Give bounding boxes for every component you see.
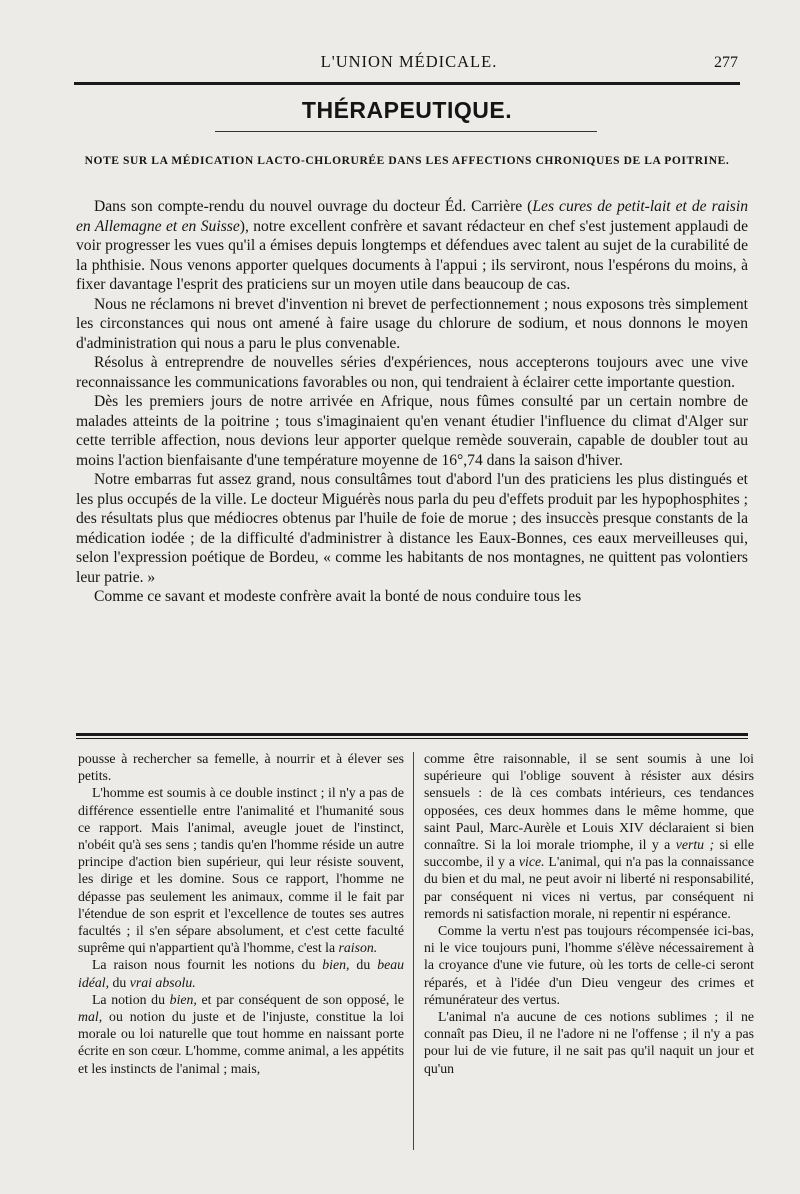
- text-run: Dans son compte-rendu du nouvel ouvrage du docteur Éd. Carrière (: [94, 198, 533, 215]
- feuilleton-paragraph: pousse à rechercher sa femelle, à nourrir et à élever ses petits.: [78, 751, 404, 784]
- italic-term: bien,: [169, 991, 197, 1007]
- italic-term: vrai absolu.: [129, 974, 196, 990]
- text-run: comme être raisonnable, il se sent soumis à une loi supérieure qui l'oblige souvent à résister aux désirs sensuels : de là ces combats intérieurs, ces tendances opposées, ces deux hommes dans le même homme, que saint Paul, Marc-Aurèle et Louis XIV déclaraient si bien connaître. Si la loi morale triomphe, il y a: [424, 751, 754, 853]
- article-paragraph-5: Notre embarras fut assez grand, nous consultâmes tout d'abord l'un des praticiens les plus distingués et les plus occupés de la ville. Le docteur Miguérès nous parla du peu d'effets produit par les hypophosphites ; des résultats plus que médiocres obtenus par l'huile de foie de morue ; des insuccès presque constants de la médication iodée ; de la difficulté d'administrer à distance les Eaux-Bonnes, ces eaux merveilleuses qui, selon l'expression poétique de Bordeu, « comme les habitants de nos montagnes, ne quittent pas volontiers leur patrie. »: [76, 471, 748, 586]
- header-rule: [74, 82, 740, 85]
- feuilleton-rule-thin: [76, 738, 748, 739]
- column-divider: [413, 752, 414, 1150]
- text-run: du: [109, 974, 130, 990]
- article-paragraph-2: Nous ne réclamons ni brevet d'invention ni brevet de perfectionnement ; nous exposons très simplement les circonstances qui nous ont amené à faire usage du chlorure de sodium, et nous donnons le moyen d'administration qui nous a paru le plus convenable.: [76, 295, 748, 352]
- text-run: La notion du: [92, 991, 170, 1007]
- feuilleton-paragraph: [78, 991, 404, 1077]
- text-run: du: [349, 957, 378, 973]
- italic-term: mal,: [78, 1009, 103, 1025]
- article-paragraph-3: Résolus à entreprendre de nouvelles séries d'expériences, nous accepterons toujours avec une vive reconnaissance les communications favorables ou non, qui tendraient à éclairer cette importante question.: [76, 354, 748, 391]
- italic-term: vice.: [518, 854, 545, 870]
- italic-term: vertu ;: [675, 837, 715, 853]
- book-title-italic: Les cures de petit-lait et de raisin en Allemagne et en Suisse: [76, 198, 748, 235]
- article-body: [76, 197, 748, 607]
- text-run: si elle succombe, il y a: [424, 837, 755, 870]
- page-header: [78, 52, 740, 76]
- italic-term: beau idéal,: [78, 957, 405, 990]
- article-title: NOTE SUR LA MÉDICATION LACTO-CHLORURÉE DANS LES AFFECTIONS CHRONIQUES DE LA POITRINE.: [84, 155, 730, 167]
- text-run: L'animal, qui n'a pas la connaissance du bien et du mal, ne peut avoir ni liberté ni responsabilité, par conséquent ni vices ni vertus, par conséquent ni remords ni satisfaction morale, ni repentir ni espérance.: [424, 854, 755, 921]
- running-title: L'UNION MÉDICALE.: [320, 52, 498, 71]
- page-number: 277: [714, 54, 738, 71]
- article-paragraph-6: Comme ce savant et modeste confrère avait la bonté de nous conduire tous les: [94, 588, 582, 605]
- article-paragraph-4: Dès les premiers jours de notre arrivée en Afrique, nous fûmes consulté par un certain nombre de malades atteints de la poitrine ; tous s'imaginaient qu'en venant étudier l'influence du climat d'Alger sur cette terrible affection, nous devions leur apporter quelque remède souverain, capable de doubler tout au moins l'action bienfaisante d'une température moyenne de 16°,74 dans la saison d'hiver.: [76, 393, 748, 469]
- text-run: et par conséquent de son opposé, le: [196, 991, 404, 1007]
- feuilleton-left-column: [78, 750, 404, 1077]
- text-run: L'homme est soumis à ce double instinct ; il n'y a pas de différence essentielle entre l'animalité et l'humanité sous ce rapport. Mais l'animal, aveugle jouet de l'instinct, n'obéit qu'à ses sens ; tandis qu'en l'homme réside un autre principe d'action bien supérieur, qui leur résiste souvent, les dirige et les domine. Sous ce rapport, l'homme ne dépasse pas seulement les animaux, comme il le fait par l'étendue de son esprit et l'excellence de toutes ses autres facultés ; il s'en sépare absolument, et c'est cette faculté suprême qui n'appartient qu'à l'homme, c'est la: [78, 785, 404, 956]
- article-paragraph-1: [76, 197, 748, 295]
- section-title-underline: [215, 131, 597, 132]
- text-run: ou notion du juste et de l'injuste, constitue la loi morale ou loi naturelle que tout homme en naissant porte écrite en son cœur. L'homme, comme animal, a les appétits et les instincts de l'animal ; mais,: [78, 1009, 404, 1076]
- feuilleton-paragraph: L'animal n'a aucune de ces notions sublimes ; il ne connaît pas Dieu, il ne l'adore ni ne l'offense ; il n'y a pas pour lui de vie future, il ne sait pas qu'il naquit un jour et qu'un: [424, 1009, 754, 1076]
- feuilleton-rule-thick: [76, 733, 748, 736]
- feuilleton-paragraph: [424, 750, 754, 922]
- feuilleton-paragraph: Comme la vertu n'est pas toujours récompensée ici-bas, ni le vice toujours puni, l'homme s'élève nécessairement à la croyance d'une vie future, où les torts de celle-ci seront réparés, et à l'idée d'un Dieu vengeur des crimes et rémunérateur des vertus.: [424, 923, 754, 1007]
- section-title: THÉRAPEUTIQUE.: [301, 97, 513, 123]
- italic-term: raison.: [338, 940, 378, 956]
- feuilleton-right-column: [424, 750, 754, 1077]
- text-run: La raison nous fournit les notions du: [92, 957, 323, 973]
- text-run: ), notre excellent confrère et savant rédacteur en chef s'est justement applaudi de voir progresser les vues qu'il a émises depuis longtemps et défendues avec talent au sujet de la curabilité de la phthisie. Nous venons apporter quelques documents à l'appui ; ils serviront, nous l'espérons du moins, à fixer davantage l'esprit des praticiens sur un moyen utile dans beaucoup de cas.: [76, 217, 748, 293]
- italic-term: bien,: [322, 957, 350, 973]
- feuilleton-paragraph: [78, 784, 404, 956]
- feuilleton-paragraph: [78, 956, 404, 990]
